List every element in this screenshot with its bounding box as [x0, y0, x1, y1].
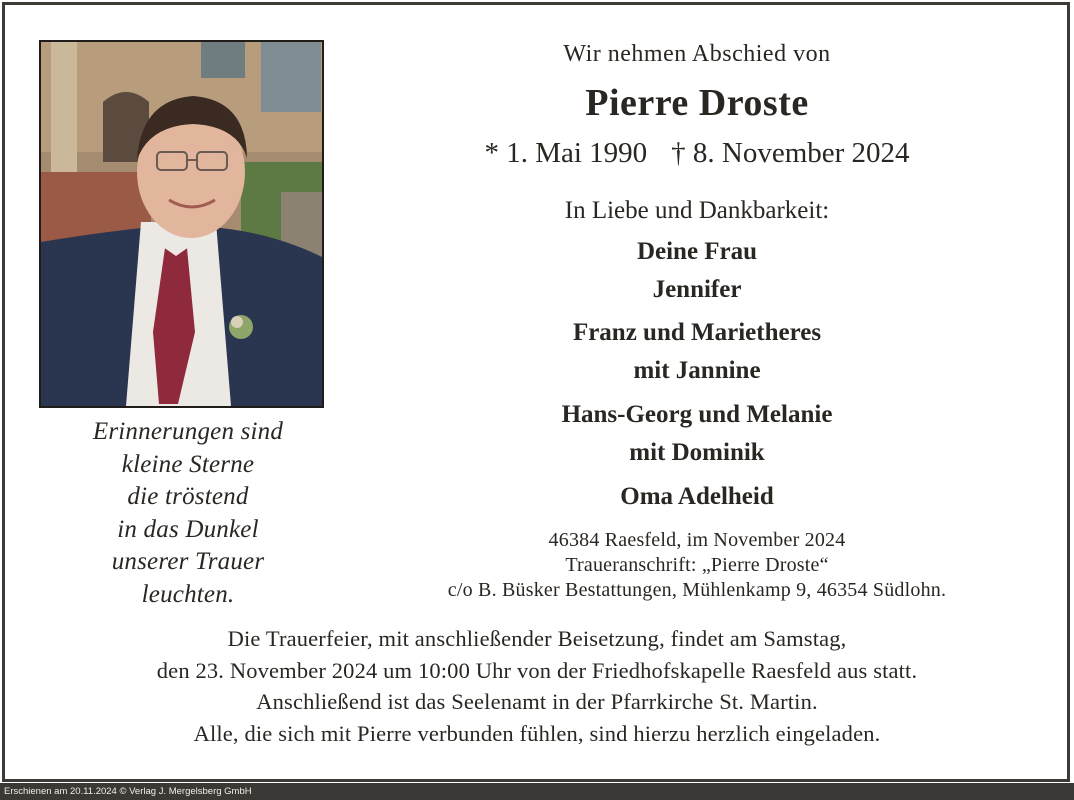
publication-footer — [0, 783, 1074, 800]
service-line: Anschließend ist das Seelenamt in der Pfarrkirche St. Martin. — [256, 689, 818, 714]
address-line: 46384 Raesfeld, im November 2024 — [548, 529, 846, 551]
mourner-line: Deine Frau — [636, 238, 758, 265]
mourner-line: Franz und Marietheres — [572, 319, 822, 346]
funeral-service-info — [40, 623, 1034, 749]
service-line: den 23. November 2024 um 10:00 Uhr von der Friedhofskapelle Raesfeld aus statt. — [156, 657, 918, 683]
mourner-line: Hans-Georg und Melanie — [561, 401, 833, 428]
portrait-photo — [39, 40, 324, 408]
death-date: † 8. November 2024 — [671, 137, 910, 169]
love-line: In Liebe und Dankbarkeit: — [564, 197, 830, 224]
service-line: Die Trauerfeier, mit anschließender Beisetzung, findet am Samstag, — [227, 626, 847, 651]
deceased-name: Pierre Droste — [585, 82, 809, 124]
service-line: Alle, die sich mit Pierre verbunden fühlen, sind hierzu herzlich eingeladen. — [193, 720, 881, 746]
poem-line: unserer Trauer — [111, 548, 265, 575]
portrait-illustration — [41, 42, 322, 406]
publication-credit: Erschienen am 20.11.2024 © Verlag J. Mergelsberg GmbH — [4, 786, 252, 797]
poem-line: Erinnerungen sind — [92, 418, 284, 445]
mourning-address — [390, 528, 1004, 603]
life-dates — [390, 136, 1004, 170]
mourner-line: Jennifer — [652, 276, 742, 303]
mourner-line: mit Jannine — [633, 357, 761, 384]
memorial-poem — [60, 416, 316, 611]
poem-line: leuchten. — [141, 580, 235, 608]
intro-line: Wir nehmen Abschied von — [563, 41, 831, 67]
poem-line: in das Dunkel — [117, 515, 259, 543]
address-line: Traueranschrift: „Pierre Droste“ — [565, 554, 829, 576]
mourner-line: Oma Adelheid — [620, 483, 774, 510]
poem-line: kleine Sterne — [121, 450, 255, 478]
mourner-line: mit Dominik — [629, 439, 765, 466]
address-line: c/o B. Büsker Bestattungen, Mühlenkamp 9, 46354 Südlohn. — [447, 579, 947, 601]
birth-date: * 1. Mai 1990 — [484, 137, 648, 169]
poem-line: die tröstend — [127, 483, 249, 510]
